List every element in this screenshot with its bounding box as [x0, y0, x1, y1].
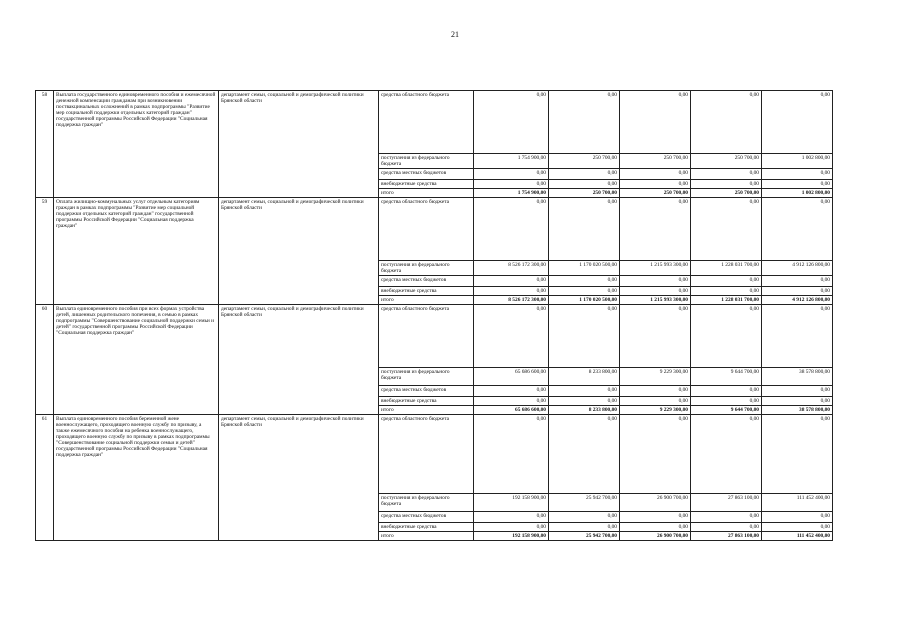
amount-cell: 0,00 [549, 523, 620, 532]
amount-cell: 0,00 [762, 287, 833, 296]
amount-cell: 0,00 [620, 386, 691, 397]
amount-cell: 1 170 020 500,00 [549, 296, 620, 305]
amount-cell: 0,00 [549, 397, 620, 406]
amount-cell: 250 700,00 [691, 189, 762, 198]
amount-cell: 0,00 [549, 169, 620, 180]
funding-source: поступления из федерального бюджета [379, 154, 474, 169]
amount-cell: 9 229 300,00 [620, 368, 691, 386]
amount-cell: 0,00 [762, 169, 833, 180]
amount-cell: 0,00 [620, 169, 691, 180]
amount-cell: 1 170 020 500,00 [549, 261, 620, 276]
amount-cell: 4 912 126 800,00 [762, 296, 833, 305]
amount-cell: 27 863 100,00 [691, 532, 762, 541]
funding-source: внебюджетные средства [379, 180, 474, 189]
amount-cell: 0,00 [691, 305, 762, 368]
amount-cell: 1 228 031 700,00 [691, 261, 762, 276]
amount-cell: 65 686 600,00 [474, 368, 549, 386]
amount-cell: 0,00 [691, 415, 762, 494]
amount-cell: 38 578 800,00 [762, 368, 833, 386]
amount-cell: 9 644 700,00 [691, 406, 762, 415]
amount-cell: 0,00 [549, 386, 620, 397]
funding-source: итого [379, 532, 474, 541]
funding-source: внебюджетные средства [379, 397, 474, 406]
amount-cell: 1 228 031 700,00 [691, 296, 762, 305]
amount-cell: 0,00 [474, 198, 549, 261]
amount-cell: 0,00 [691, 91, 762, 154]
amount-cell: 0,00 [620, 523, 691, 532]
amount-cell: 0,00 [549, 287, 620, 296]
row-number: 60 [36, 305, 54, 415]
amount-cell: 0,00 [474, 415, 549, 494]
amount-cell: 0,00 [549, 91, 620, 154]
amount-cell: 250 700,00 [620, 189, 691, 198]
funding-source: средства областного бюджета [379, 415, 474, 494]
row-number: 61 [36, 415, 54, 541]
funding-source: средства областного бюджета [379, 305, 474, 368]
amount-cell: 111 452 400,00 [762, 494, 833, 512]
amount-cell: 0,00 [691, 287, 762, 296]
amount-cell: 38 578 800,00 [762, 406, 833, 415]
amount-cell: 0,00 [549, 276, 620, 287]
amount-cell: 9 644 700,00 [691, 368, 762, 386]
amount-cell: 0,00 [474, 276, 549, 287]
amount-cell: 0,00 [691, 180, 762, 189]
amount-cell: 0,00 [762, 91, 833, 154]
measure-name: Выплата единовременного пособия беременной жене военнослужащего, проходящего военную службу по призыву, а также ежемесячного пособия на ребенка военнослужащего, проходящего военную службу по призыву в рамках подпрограммы "Совершенствование социальной поддержки семьи и детей" государственной программы Российской Федерации "Социальная поддержка граждан" [54, 415, 219, 541]
funding-source: внебюджетные средства [379, 523, 474, 532]
funding-row [36, 198, 833, 261]
amount-cell: 0,00 [549, 198, 620, 261]
amount-cell: 0,00 [620, 415, 691, 494]
amount-cell: 0,00 [620, 512, 691, 523]
amount-cell: 0,00 [762, 198, 833, 261]
amount-cell: 1 002 800,00 [762, 154, 833, 169]
amount-cell: 8 526 172 300,00 [474, 296, 549, 305]
responsible-department: департамент семьи, социальной и демографической политики Брянской области [219, 305, 379, 415]
amount-cell: 250 700,00 [549, 189, 620, 198]
amount-cell: 0,00 [474, 397, 549, 406]
amount-cell: 0,00 [691, 386, 762, 397]
funding-source: средства областного бюджета [379, 91, 474, 154]
funding-source: итого [379, 406, 474, 415]
amount-cell: 1 215 993 300,00 [620, 261, 691, 276]
amount-cell: 1 754 900,00 [474, 154, 549, 169]
amount-cell: 0,00 [762, 386, 833, 397]
amount-cell: 0,00 [691, 397, 762, 406]
amount-cell: 0,00 [620, 198, 691, 261]
amount-cell: 0,00 [620, 91, 691, 154]
funding-source: внебюджетные средства [379, 287, 474, 296]
amount-cell: 0,00 [474, 169, 549, 180]
amount-cell: 26 900 700,00 [620, 532, 691, 541]
funding-source: поступления из федерального бюджета [379, 261, 474, 276]
amount-cell: 0,00 [691, 523, 762, 532]
funding-source: итого [379, 189, 474, 198]
amount-cell: 0,00 [474, 512, 549, 523]
amount-cell: 65 686 600,00 [474, 406, 549, 415]
amount-cell: 0,00 [549, 305, 620, 368]
amount-cell: 0,00 [549, 180, 620, 189]
amount-cell: 250 700,00 [691, 154, 762, 169]
row-number: 59 [36, 198, 54, 305]
amount-cell: 0,00 [691, 169, 762, 180]
measure-name: Выплата государственного единовременного пособия и ежемесячной денежной компенсации гражданам при возникновении поствакцинальных осложнений в рамках подпрограммы "Развитие мер социальной поддержки отдельных категорий граждан" государственной программы Российской Федерации "Социальная поддержка граждан" [54, 91, 219, 198]
page-number: 21 [451, 30, 459, 39]
row-number: 58 [36, 91, 54, 198]
funding-row [36, 415, 833, 494]
amount-cell: 0,00 [474, 91, 549, 154]
funding-source: средства местных бюджетов [379, 169, 474, 180]
amount-cell: 0,00 [762, 415, 833, 494]
amount-cell: 0,00 [762, 305, 833, 368]
responsible-department: департамент семьи, социальной и демографической политики Брянской области [219, 91, 379, 198]
responsible-department: департамент семьи, социальной и демографической политики Брянской области [219, 415, 379, 541]
amount-cell: 0,00 [691, 276, 762, 287]
amount-cell: 8 526 172 300,00 [474, 261, 549, 276]
funding-source: средства местных бюджетов [379, 512, 474, 523]
amount-cell: 0,00 [762, 397, 833, 406]
amount-cell: 192 158 900,00 [474, 532, 549, 541]
amount-cell: 0,00 [620, 180, 691, 189]
amount-cell: 0,00 [474, 386, 549, 397]
funding-source: средства областного бюджета [379, 198, 474, 261]
amount-cell: 0,00 [762, 523, 833, 532]
amount-cell: 0,00 [691, 512, 762, 523]
amount-cell: 8 233 800,00 [549, 368, 620, 386]
amount-cell: 111 452 400,00 [762, 532, 833, 541]
amount-cell: 25 942 700,00 [549, 532, 620, 541]
amount-cell: 0,00 [620, 287, 691, 296]
funding-source: итого [379, 296, 474, 305]
responsible-department: департамент семьи, социальной и демографической политики Брянской области [219, 198, 379, 305]
amount-cell: 0,00 [620, 305, 691, 368]
amount-cell: 1 215 993 300,00 [620, 296, 691, 305]
amount-cell: 1 002 800,00 [762, 189, 833, 198]
amount-cell: 0,00 [691, 198, 762, 261]
measure-name: Выплата единовременного пособия при всех формах устройства детей, лишенных родительского попечения, в семью в рамках подпрограммы "Совершенствование социальной поддержки семьи и детей" государственной программы Российской Федерации "Социальная поддержка граждан" [54, 305, 219, 415]
funding-source: поступления из федерального бюджета [379, 494, 474, 512]
amount-cell: 0,00 [762, 180, 833, 189]
funding-source: средства местных бюджетов [379, 386, 474, 397]
amount-cell: 250 700,00 [549, 154, 620, 169]
amount-cell: 0,00 [474, 523, 549, 532]
amount-cell: 0,00 [474, 287, 549, 296]
amount-cell: 0,00 [474, 180, 549, 189]
amount-cell: 0,00 [762, 512, 833, 523]
funding-row [36, 91, 833, 154]
amount-cell: 250 700,00 [620, 154, 691, 169]
amount-cell: 0,00 [474, 305, 549, 368]
amount-cell: 0,00 [620, 397, 691, 406]
amount-cell: 0,00 [549, 415, 620, 494]
amount-cell: 25 942 700,00 [549, 494, 620, 512]
amount-cell: 9 229 300,00 [620, 406, 691, 415]
funding-row [36, 305, 833, 368]
amount-cell: 0,00 [549, 512, 620, 523]
amount-cell: 0,00 [762, 276, 833, 287]
funding-source: средства местных бюджетов [379, 276, 474, 287]
amount-cell: 8 233 800,00 [549, 406, 620, 415]
amount-cell: 4 912 126 800,00 [762, 261, 833, 276]
amount-cell: 1 754 900,00 [474, 189, 549, 198]
amount-cell: 0,00 [620, 276, 691, 287]
amount-cell: 26 900 700,00 [620, 494, 691, 512]
amount-cell: 192 158 900,00 [474, 494, 549, 512]
amount-cell: 27 863 100,00 [691, 494, 762, 512]
funding-source: поступления из федерального бюджета [379, 368, 474, 386]
measure-name: Оплата жилищно-коммунальных услуг отдельным категориям граждан в рамках подпрограммы "Развитие мер социальной поддержки отдельных категорий граждан" государственной программы Российской Федерации "Социальная поддержка граждан" [54, 198, 219, 305]
budget-table [35, 90, 833, 541]
